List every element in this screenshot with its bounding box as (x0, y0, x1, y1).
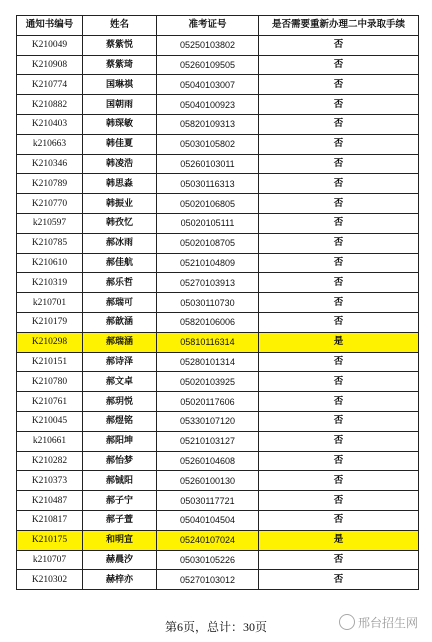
table-row (17, 75, 419, 95)
cell-reprocess-flag: 否 (259, 352, 419, 372)
cell-exam-number: 05040103007 (157, 75, 259, 95)
cell-reprocess-flag: 否 (259, 95, 419, 115)
table-row (17, 312, 419, 332)
cell-name: 和明宣 (83, 530, 157, 550)
header-reprocess-flag: 是否需要重新办理二中录取手续 (259, 16, 419, 36)
table-row (17, 471, 419, 491)
cell-name: 郝子萱 (83, 510, 157, 530)
cell-exam-number: 05270103012 (157, 570, 259, 590)
cell-name: 郝玥悦 (83, 392, 157, 412)
cell-name: 蔡紫悦 (83, 35, 157, 55)
cell-name: 韩琛敏 (83, 114, 157, 134)
table-row (17, 233, 419, 253)
cell-name: 郝佳航 (83, 253, 157, 273)
cell-reprocess-flag: 否 (259, 411, 419, 431)
cell-notice-number: K210175 (17, 530, 83, 550)
cell-exam-number: 05030116313 (157, 174, 259, 194)
cell-notice-number: K210817 (17, 510, 83, 530)
cell-notice-number: K210319 (17, 273, 83, 293)
table-row (17, 372, 419, 392)
cell-notice-number: K210785 (17, 233, 83, 253)
table-row (17, 570, 419, 590)
cell-exam-number: 05030105802 (157, 134, 259, 154)
cell-notice-number: k210707 (17, 550, 83, 570)
watermark (339, 614, 418, 631)
cell-notice-number: k210661 (17, 431, 83, 451)
cell-notice-number: K210049 (17, 35, 83, 55)
cell-notice-number: K210761 (17, 392, 83, 412)
table-row (17, 174, 419, 194)
admission-table-container (16, 15, 418, 590)
table-row (17, 293, 419, 313)
cell-name: 郝诗泽 (83, 352, 157, 372)
cell-name: 郝文卓 (83, 372, 157, 392)
cell-exam-number: 05210103127 (157, 431, 259, 451)
cell-reprocess-flag: 否 (259, 471, 419, 491)
table-row (17, 352, 419, 372)
cell-exam-number: 05020105111 (157, 213, 259, 233)
cell-name: 郝乐哲 (83, 273, 157, 293)
cell-reprocess-flag: 否 (259, 134, 419, 154)
cell-notice-number: K210908 (17, 55, 83, 75)
cell-name: 郝歆涵 (83, 312, 157, 332)
header-name: 姓名 (83, 16, 157, 36)
cell-name: 国朝雨 (83, 95, 157, 115)
cell-reprocess-flag: 否 (259, 273, 419, 293)
table-row (17, 530, 419, 550)
cell-notice-number: K210610 (17, 253, 83, 273)
cell-notice-number: K210151 (17, 352, 83, 372)
cell-exam-number: 05040100923 (157, 95, 259, 115)
cell-exam-number: 05040104504 (157, 510, 259, 530)
cell-reprocess-flag: 否 (259, 194, 419, 214)
cell-notice-number: K210298 (17, 332, 83, 352)
header-exam-number: 准考证号 (157, 16, 259, 36)
cell-name: 韩振业 (83, 194, 157, 214)
cell-name: 赫梓亦 (83, 570, 157, 590)
table-row (17, 253, 419, 273)
cell-name: 赫晨汐 (83, 550, 157, 570)
table-row (17, 332, 419, 352)
cell-reprocess-flag: 否 (259, 293, 419, 313)
table-row (17, 194, 419, 214)
cell-exam-number: 05030110730 (157, 293, 259, 313)
table-row (17, 451, 419, 471)
cell-reprocess-flag: 否 (259, 510, 419, 530)
table-row (17, 35, 419, 55)
cell-name: 韩凌浩 (83, 154, 157, 174)
cell-notice-number: K210302 (17, 570, 83, 590)
table-body (17, 35, 419, 589)
table-row (17, 510, 419, 530)
cell-exam-number: 05240107024 (157, 530, 259, 550)
cell-reprocess-flag: 是 (259, 530, 419, 550)
cell-reprocess-flag: 是 (259, 332, 419, 352)
table-header-row (17, 16, 419, 36)
cell-notice-number: K210045 (17, 411, 83, 431)
cell-reprocess-flag: 否 (259, 253, 419, 273)
cell-exam-number: 05280101314 (157, 352, 259, 372)
wechat-icon (339, 614, 355, 630)
cell-notice-number: K210179 (17, 312, 83, 332)
table-row (17, 134, 419, 154)
cell-exam-number: 05020108705 (157, 233, 259, 253)
cell-exam-number: 05330107120 (157, 411, 259, 431)
cell-exam-number: 05030105226 (157, 550, 259, 570)
cell-notice-number: K210282 (17, 451, 83, 471)
cell-reprocess-flag: 否 (259, 114, 419, 134)
table-row (17, 213, 419, 233)
cell-notice-number: K210789 (17, 174, 83, 194)
table-row (17, 273, 419, 293)
table-row (17, 55, 419, 75)
cell-name: 郝瑞可 (83, 293, 157, 313)
cell-exam-number: 05030117721 (157, 491, 259, 511)
cell-reprocess-flag: 否 (259, 570, 419, 590)
cell-exam-number: 05820109313 (157, 114, 259, 134)
cell-reprocess-flag: 否 (259, 372, 419, 392)
cell-notice-number: K210373 (17, 471, 83, 491)
cell-exam-number: 05020103925 (157, 372, 259, 392)
cell-reprocess-flag: 否 (259, 55, 419, 75)
cell-notice-number: K210346 (17, 154, 83, 174)
table-row (17, 114, 419, 134)
cell-reprocess-flag: 否 (259, 431, 419, 451)
table-row (17, 431, 419, 451)
table-row (17, 491, 419, 511)
cell-reprocess-flag: 否 (259, 154, 419, 174)
cell-name: 郝煜铭 (83, 411, 157, 431)
cell-notice-number: K210780 (17, 372, 83, 392)
cell-exam-number: 05210104809 (157, 253, 259, 273)
table-row (17, 95, 419, 115)
cell-exam-number: 05260100130 (157, 471, 259, 491)
cell-notice-number: K210770 (17, 194, 83, 214)
cell-notice-number: k210701 (17, 293, 83, 313)
cell-notice-number: K210882 (17, 95, 83, 115)
cell-exam-number: 05260109505 (157, 55, 259, 75)
cell-exam-number: 05270103913 (157, 273, 259, 293)
cell-reprocess-flag: 否 (259, 491, 419, 511)
cell-name: 韩孜忆 (83, 213, 157, 233)
cell-name: 郝怡梦 (83, 451, 157, 471)
cell-reprocess-flag: 否 (259, 35, 419, 55)
cell-reprocess-flag: 否 (259, 75, 419, 95)
admission-table (16, 15, 419, 590)
cell-notice-number: k210663 (17, 134, 83, 154)
cell-notice-number: K210774 (17, 75, 83, 95)
cell-notice-number: K210403 (17, 114, 83, 134)
cell-exam-number: 05260103011 (157, 154, 259, 174)
cell-reprocess-flag: 否 (259, 392, 419, 412)
cell-reprocess-flag: 否 (259, 233, 419, 253)
cell-name: 韩佳夏 (83, 134, 157, 154)
cell-name: 郝铖阳 (83, 471, 157, 491)
cell-name: 郝子宁 (83, 491, 157, 511)
cell-exam-number: 05250103802 (157, 35, 259, 55)
cell-reprocess-flag: 否 (259, 174, 419, 194)
cell-notice-number: k210597 (17, 213, 83, 233)
cell-exam-number: 05820106006 (157, 312, 259, 332)
page-indicator: 第6页，总计：30页 (164, 620, 267, 634)
cell-name: 郝冰雨 (83, 233, 157, 253)
cell-exam-number: 05260104608 (157, 451, 259, 471)
cell-name: 蔡紫琦 (83, 55, 157, 75)
cell-name: 郝瑞涵 (83, 332, 157, 352)
watermark-text: 邢台招生网 (357, 616, 418, 630)
cell-reprocess-flag: 否 (259, 451, 419, 471)
cell-reprocess-flag: 否 (259, 213, 419, 233)
table-row (17, 392, 419, 412)
cell-name: 韩思淼 (83, 174, 157, 194)
header-notice-number: 通知书编号 (17, 16, 83, 36)
cell-name: 国琳祺 (83, 75, 157, 95)
cell-exam-number: 05810116314 (157, 332, 259, 352)
cell-reprocess-flag: 否 (259, 312, 419, 332)
cell-exam-number: 05020106805 (157, 194, 259, 214)
cell-notice-number: K210487 (17, 491, 83, 511)
cell-reprocess-flag: 否 (259, 550, 419, 570)
table-row (17, 154, 419, 174)
table-row (17, 411, 419, 431)
cell-name: 郝阳坤 (83, 431, 157, 451)
cell-exam-number: 05020117606 (157, 392, 259, 412)
table-row (17, 550, 419, 570)
